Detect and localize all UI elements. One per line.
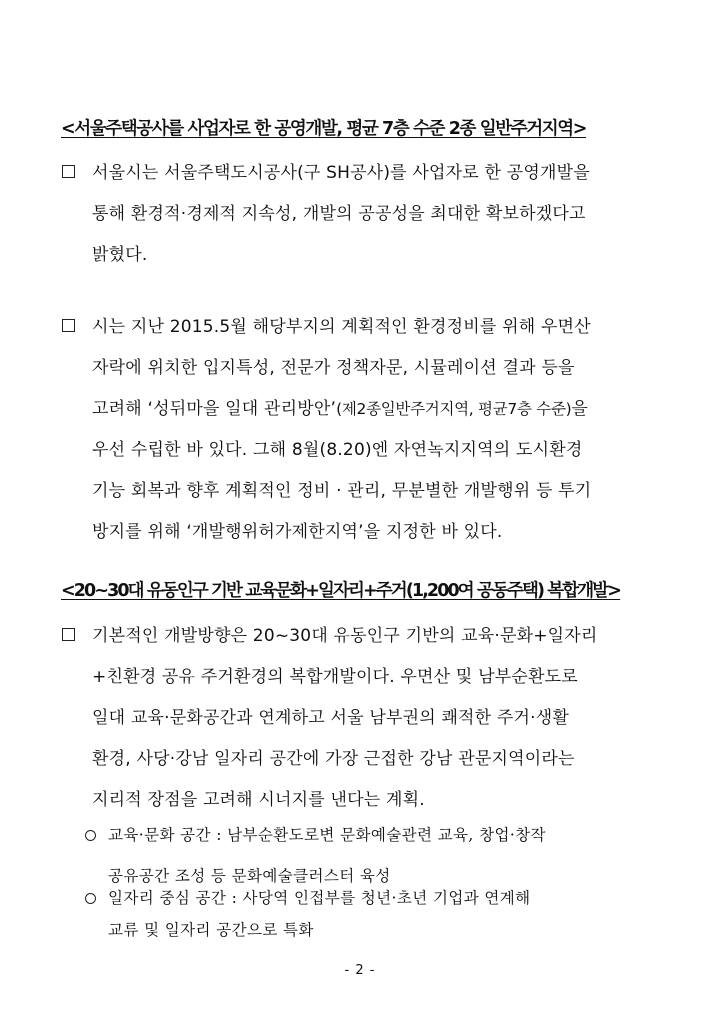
paragraph-line: 서울시는 서울주택도시공사(구 SH공사)를 사업자로 한 공영개발을 (92, 163, 590, 183)
page-number: - 2 - (344, 963, 376, 978)
bullet-line: 공유공간 조성 등 문화예술클러스터 육성 (108, 867, 391, 885)
circle-bullet-icon (85, 893, 96, 904)
paragraph-line: 환경, 사당·강남 일자리 공간에 가장 근접한 강남 관문지역이라는 (92, 749, 575, 769)
bullet-line: 교류 및 일자리 공간으로 특화 (108, 921, 314, 939)
paragraph-line: 기본적인 개발방향은 20~30대 유동인구 기반의 교육·문화+일자리 (92, 626, 598, 646)
bullet-line: 일자리 중심 공간 : 사당역 인접부를 청년·초년 기업과 연계해 (108, 889, 531, 907)
paragraph-line: +친환경 공유 주거환경의 복합개발이다. 우면산 및 남부순환도로 (92, 667, 578, 687)
checkbox-bullet-icon (62, 165, 75, 178)
paragraph-line: 밝혔다. (92, 245, 148, 265)
paragraph-line (92, 394, 588, 419)
paragraph-line: 자락에 위치한 입지특성, 전문가 정책자문, 시뮬레이션 결과 등을 (92, 358, 575, 378)
paragraph-line: 지리적 장점을 고려해 시너지를 낸다는 계획. (92, 790, 425, 810)
paragraph-line: 방지를 위해 ‘개발행위허가제한지역’을 지정한 바 있다. (92, 522, 503, 542)
bullet-line: 교육·문화 공간 : 남부순환도로변 문화예술관련 교육, 창업·창작 (108, 826, 546, 844)
section2-heading: <20~30대 유동인구 기반 교육문화+일자리+주거(1,200여 공동주택) 복합개발> (61, 581, 621, 601)
paragraph-line: 통해 환경적·경제적 지속성, 개발의 공공성을 최대한 확보하겠다고 (92, 204, 586, 224)
parenthetical-note: (제2종일반주거지역, 평균7층 수준) (336, 400, 572, 418)
paragraph-line: 우선 수립한 바 있다. 그해 8월(8.20)엔 자연녹지지역의 도시환경 (92, 440, 583, 460)
paragraph-line: 시는 지난 2015.5월 해당부지의 계획적인 환경정비를 위해 우면산 (92, 317, 591, 337)
section1-heading: <서울주택공사를 사업자로 한 공영개발, 평균 7층 수준 2종 일반주거지역> (61, 119, 587, 139)
paragraph-line: 기능 회복과 향후 계획적인 정비 · 관리, 무분별한 개발행위 등 투기 (92, 481, 592, 501)
paragraph-line: 일대 교육·문화공간과 연계하고 서울 남부권의 쾌적한 주거·생활 (92, 708, 570, 728)
text-run: 을 (571, 399, 588, 419)
checkbox-bullet-icon (62, 628, 75, 641)
text-run: 고려해 ‘성뒤마을 일대 관리방안’ (92, 399, 337, 419)
circle-bullet-icon (85, 830, 96, 841)
checkbox-bullet-icon (62, 319, 75, 332)
